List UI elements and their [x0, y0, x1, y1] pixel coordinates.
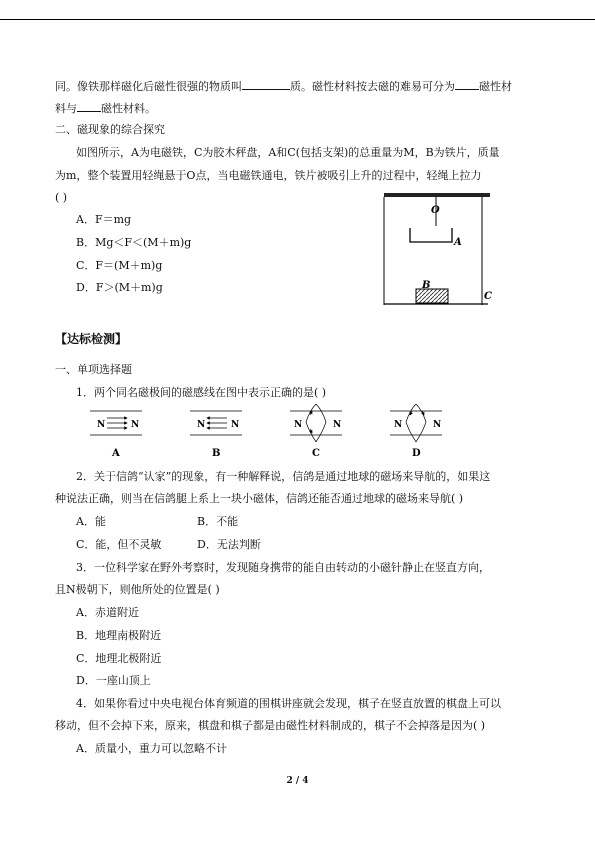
apparatus-figure	[378, 188, 498, 310]
page-number: 2 / 4	[286, 776, 309, 786]
line1-part-c: 磁性材	[479, 80, 512, 93]
exp-option-a[interactable]: A．F＝mg	[76, 213, 132, 226]
test-section-title: 【达标检测】	[55, 332, 128, 346]
q4-line-1: 4．如果你看过中央电视台体育频道的围棋讲座就会发现，棋子在竖直放置的棋盘上可以	[76, 697, 501, 710]
q1-text: 1．两个同名磁极间的磁感线在图中表示正确的是( )	[76, 386, 327, 399]
svg-text:N: N	[394, 420, 403, 430]
q3-option-d[interactable]: D．一座山顶上	[76, 674, 151, 687]
q4-line-2: 移动，但不会掉下来，原来，棋盘和棋子都是由磁性材料制成的，棋子不会掉落是因为( )	[55, 719, 486, 732]
exp-paren: ( )	[55, 191, 68, 204]
exp-line-2: 为m，整个装置用轻绳悬于O点，当电磁铁通电，铁片被吸引上升的过程中，轻绳上拉力	[55, 169, 482, 182]
exp-option-d[interactable]: D．F＞(M＋m)g	[76, 281, 163, 294]
line2-part-a: 料与	[55, 102, 77, 115]
q3-line-2: 且N极朝下，则他所处的位置是( )	[55, 583, 220, 596]
q1-label-a: A	[112, 448, 120, 459]
svg-text:N: N	[231, 420, 240, 430]
text-line-1	[55, 79, 512, 94]
q1-label-d: D	[412, 448, 421, 459]
q2-line-2: 种说法正确，则当在信鸽腿上系上一块小磁体，信鸽还能否通过地球的磁场来导航( )	[55, 492, 464, 505]
svg-text:N: N	[197, 420, 206, 430]
electromagnet-a	[410, 228, 452, 242]
line1-part-a: 同。像铁那样磁化后磁性很强的物质叫	[55, 80, 242, 93]
fill-blank-1[interactable]	[242, 79, 290, 90]
q3-option-c[interactable]: C．地理北极附近	[76, 652, 162, 665]
label-c: C	[484, 291, 492, 302]
q1-diagram-d	[390, 404, 442, 459]
header-rule	[0, 19, 595, 20]
label-a: A	[454, 237, 462, 248]
svg-text:N: N	[97, 420, 106, 430]
q1-diagrams	[90, 404, 470, 462]
q1-diagram-b	[190, 411, 242, 459]
q2-option-c[interactable]: C．能，但不灵敏	[76, 538, 162, 551]
ceiling-bar	[384, 193, 490, 197]
q2-option-a[interactable]: A．能	[76, 515, 106, 528]
q4-option-a[interactable]: A．质量小，重力可以忽略不计	[76, 742, 227, 755]
fill-blank-2[interactable]	[455, 79, 479, 90]
label-o: O	[431, 205, 440, 216]
label-b: B	[422, 280, 431, 291]
q3-option-a[interactable]: A．赤道附近	[76, 606, 139, 619]
q1-label-b: B	[212, 448, 221, 459]
q2-option-d[interactable]: D．无法判断	[197, 538, 261, 551]
exp-option-c[interactable]: C．F＝(M＋m)g	[76, 259, 163, 272]
exp-option-b[interactable]: B．Mg＜F＜(M＋m)g	[76, 236, 192, 249]
q2-option-b[interactable]: B．不能	[197, 515, 239, 528]
line2-part-b: 磁性材料。	[101, 102, 156, 115]
svg-text:N: N	[333, 420, 342, 430]
svg-text:N: N	[294, 420, 303, 430]
iron-piece-b	[416, 289, 448, 303]
q3-option-b[interactable]: B．地理南极附近	[76, 629, 162, 642]
q1-diagram-c	[290, 404, 342, 459]
q1-label-c: C	[312, 448, 320, 459]
q1-diagram-a	[90, 411, 142, 459]
test-subsection: 一、单项选择题	[55, 363, 132, 376]
fill-blank-3[interactable]	[77, 101, 101, 112]
svg-text:N: N	[131, 420, 140, 430]
q2-line-1: 2．关于信鸽“认家”的现象，有一种解释说，信鸽是通过地球的磁场来导航的，如果这	[76, 470, 491, 483]
line1-part-b: 质。磁性材料按去磁的难易可分为	[290, 80, 455, 93]
exp-line-1: 如图所示，A为电磁铁，C为胶木秤盘，A和C(包括支架)的总重量为M，B为铁片，质量	[76, 146, 500, 159]
section-2-title: 二、磁现象的综合探究	[55, 123, 165, 136]
text-line-2	[55, 101, 156, 116]
q3-line-1: 3．一位科学家在野外考察时，发现随身携带的能自由转动的小磁针静止在竖直方向，	[76, 561, 490, 574]
svg-text:N: N	[433, 420, 442, 430]
